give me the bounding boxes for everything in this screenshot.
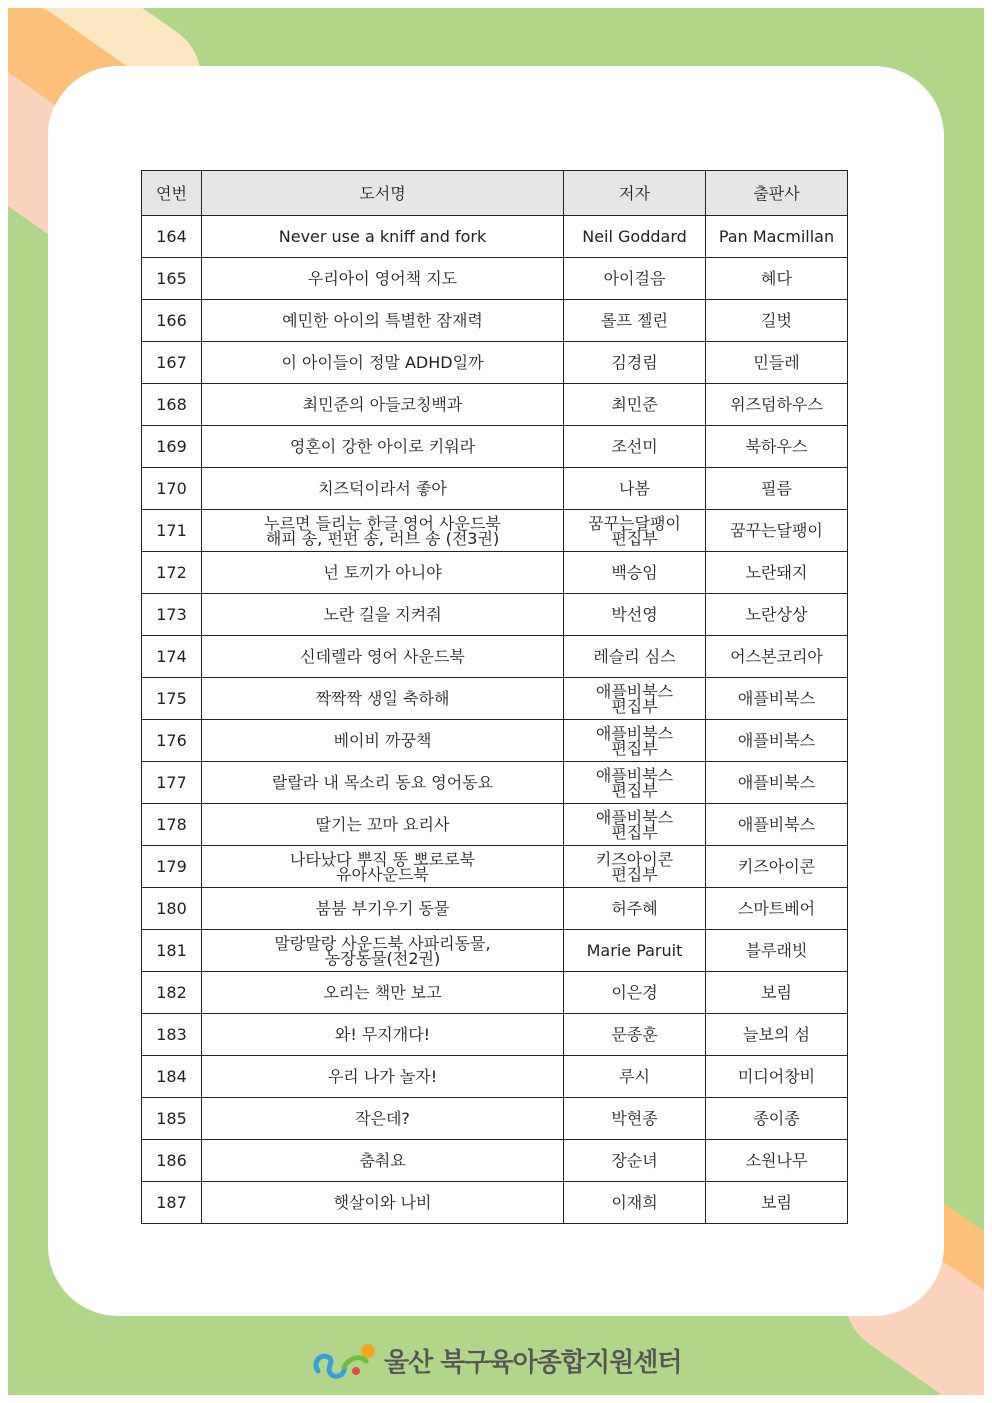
cell-author: Marie Paruit <box>564 930 706 972</box>
cell-author: Neil Goddard <box>564 216 706 258</box>
cell-publisher: 보림 <box>706 972 848 1014</box>
cell-publisher: Pan Macmillan <box>706 216 848 258</box>
cell-number: 180 <box>142 888 202 930</box>
cell-author: 백승임 <box>564 552 706 594</box>
cell-title: 랄랄라 내 목소리 동요 영어동요 <box>202 762 564 804</box>
cell-author: 문종훈 <box>564 1014 706 1056</box>
cell-author: 최민준 <box>564 384 706 426</box>
table-row <box>142 720 848 762</box>
cell-title: 예민한 아이의 특별한 잠재력 <box>202 300 564 342</box>
cell-number: 176 <box>142 720 202 762</box>
cell-title: 붐붐 부기우기 동물 <box>202 888 564 930</box>
table-body <box>142 216 848 1224</box>
table-row <box>142 1014 848 1056</box>
table-row <box>142 846 848 888</box>
table-row <box>142 258 848 300</box>
table-row <box>142 762 848 804</box>
cell-title: 이 아이들이 정말 ADHD일까 <box>202 342 564 384</box>
cell-number: 185 <box>142 1098 202 1140</box>
cell-title: 작은데? <box>202 1098 564 1140</box>
cell-author: 애플비북스 편집부 <box>564 678 706 720</box>
table-header-row <box>142 171 848 216</box>
table-row <box>142 636 848 678</box>
table-row <box>142 1182 848 1224</box>
cell-number: 165 <box>142 258 202 300</box>
cell-title: 노란 길을 지켜줘 <box>202 594 564 636</box>
cell-title: 넌 토끼가 아니야 <box>202 552 564 594</box>
cell-author: 김경림 <box>564 342 706 384</box>
cell-author: 박선영 <box>564 594 706 636</box>
cell-publisher: 애플비북스 <box>706 678 848 720</box>
cell-number: 186 <box>142 1140 202 1182</box>
cell-number: 184 <box>142 1056 202 1098</box>
cell-title: 치즈덕이라서 좋아 <box>202 468 564 510</box>
header-author: 저자 <box>564 171 706 216</box>
cell-publisher: 스마트베어 <box>706 888 848 930</box>
table-row <box>142 888 848 930</box>
table-row <box>142 678 848 720</box>
cell-publisher: 애플비북스 <box>706 762 848 804</box>
cell-publisher: 민들레 <box>706 342 848 384</box>
cell-author: 꿈꾸는달팽이 편집부 <box>564 510 706 552</box>
cell-number: 164 <box>142 216 202 258</box>
cell-publisher: 꿈꾸는달팽이 <box>706 510 848 552</box>
cell-author: 키즈아이콘 편집부 <box>564 846 706 888</box>
cell-author: 아이걸음 <box>564 258 706 300</box>
cell-number: 183 <box>142 1014 202 1056</box>
cell-author: 애플비북스 편집부 <box>564 720 706 762</box>
table-row <box>142 300 848 342</box>
cell-author: 레슬리 심스 <box>564 636 706 678</box>
cell-number: 166 <box>142 300 202 342</box>
cell-number: 178 <box>142 804 202 846</box>
cell-title: 우리아이 영어책 지도 <box>202 258 564 300</box>
cell-author: 이은경 <box>564 972 706 1014</box>
cell-author: 애플비북스 편집부 <box>564 804 706 846</box>
cell-title: 짝짝짝 생일 축하해 <box>202 678 564 720</box>
table-row <box>142 384 848 426</box>
cell-title: 누르면 들리는 한글 영어 사운드북 해피 송, 펀펀 송, 러브 송 (전3권) <box>202 510 564 552</box>
table-row <box>142 552 848 594</box>
cell-number: 170 <box>142 468 202 510</box>
cell-number: 179 <box>142 846 202 888</box>
footer <box>310 1335 730 1385</box>
organization-name: 울산 북구육아종합지원센터 <box>384 1347 682 1378</box>
cell-author: 이재희 <box>564 1182 706 1224</box>
table-row <box>142 804 848 846</box>
cell-author: 허주혜 <box>564 888 706 930</box>
cell-publisher: 블루래빗 <box>706 930 848 972</box>
header-publisher: 출판사 <box>706 171 848 216</box>
cell-number: 182 <box>142 972 202 1014</box>
cell-publisher: 애플비북스 <box>706 804 848 846</box>
cell-author: 루시 <box>564 1056 706 1098</box>
cell-publisher: 종이종 <box>706 1098 848 1140</box>
cell-author: 장순녀 <box>564 1140 706 1182</box>
cell-publisher: 노란상상 <box>706 594 848 636</box>
cell-publisher: 위즈덤하우스 <box>706 384 848 426</box>
cell-number: 167 <box>142 342 202 384</box>
table-row <box>142 1140 848 1182</box>
cell-number: 175 <box>142 678 202 720</box>
cell-publisher: 키즈아이콘 <box>706 846 848 888</box>
center-logo-icon <box>310 1337 380 1383</box>
cell-title: 나타났다 뿌직 똥 뽀로로북 유아사운드북 <box>202 846 564 888</box>
header-number: 연번 <box>142 171 202 216</box>
table-row <box>142 594 848 636</box>
cell-number: 187 <box>142 1182 202 1224</box>
table-row <box>142 1056 848 1098</box>
cell-publisher: 애플비북스 <box>706 720 848 762</box>
cell-author: 조선미 <box>564 426 706 468</box>
book-list-table <box>141 170 848 1224</box>
cell-title: 베이비 까꿍책 <box>202 720 564 762</box>
cell-number: 168 <box>142 384 202 426</box>
cell-title: 영혼이 강한 아이로 키워라 <box>202 426 564 468</box>
cell-publisher: 필름 <box>706 468 848 510</box>
cell-publisher: 혜다 <box>706 258 848 300</box>
cell-publisher: 북하우스 <box>706 426 848 468</box>
cell-author: 애플비북스 편집부 <box>564 762 706 804</box>
table-row <box>142 468 848 510</box>
cell-number: 171 <box>142 510 202 552</box>
cell-publisher: 어스본코리아 <box>706 636 848 678</box>
cell-publisher: 늘보의 섬 <box>706 1014 848 1056</box>
cell-number: 169 <box>142 426 202 468</box>
cell-title: 오리는 책만 보고 <box>202 972 564 1014</box>
cell-number: 177 <box>142 762 202 804</box>
table-row <box>142 930 848 972</box>
header-title: 도서명 <box>202 171 564 216</box>
cell-publisher: 미디어창비 <box>706 1056 848 1098</box>
cell-publisher: 길벗 <box>706 300 848 342</box>
table-row <box>142 510 848 552</box>
table-row <box>142 426 848 468</box>
table-row <box>142 1098 848 1140</box>
cell-number: 172 <box>142 552 202 594</box>
cell-title: 우리 나가 놀자! <box>202 1056 564 1098</box>
cell-title: 딸기는 꼬마 요리사 <box>202 804 564 846</box>
table-row <box>142 342 848 384</box>
table-row <box>142 972 848 1014</box>
cell-title: Never use a kniff and fork <box>202 216 564 258</box>
cell-number: 173 <box>142 594 202 636</box>
cell-title: 말랑말랑 사운드북 사파리동물, 농장동물(전2권) <box>202 930 564 972</box>
cell-publisher: 소원나무 <box>706 1140 848 1182</box>
cell-author: 박현종 <box>564 1098 706 1140</box>
cell-number: 174 <box>142 636 202 678</box>
cell-title: 춤춰요 <box>202 1140 564 1182</box>
cell-author: 롤프 젤린 <box>564 300 706 342</box>
table-row <box>142 216 848 258</box>
cell-publisher: 보림 <box>706 1182 848 1224</box>
cell-author: 나봄 <box>564 468 706 510</box>
cell-publisher: 노란돼지 <box>706 552 848 594</box>
cell-title: 최민준의 아들코칭백과 <box>202 384 564 426</box>
cell-number: 181 <box>142 930 202 972</box>
cell-title: 신데렐라 영어 사운드북 <box>202 636 564 678</box>
cell-title: 햇살이와 나비 <box>202 1182 564 1224</box>
cell-title: 와! 무지개다! <box>202 1014 564 1056</box>
